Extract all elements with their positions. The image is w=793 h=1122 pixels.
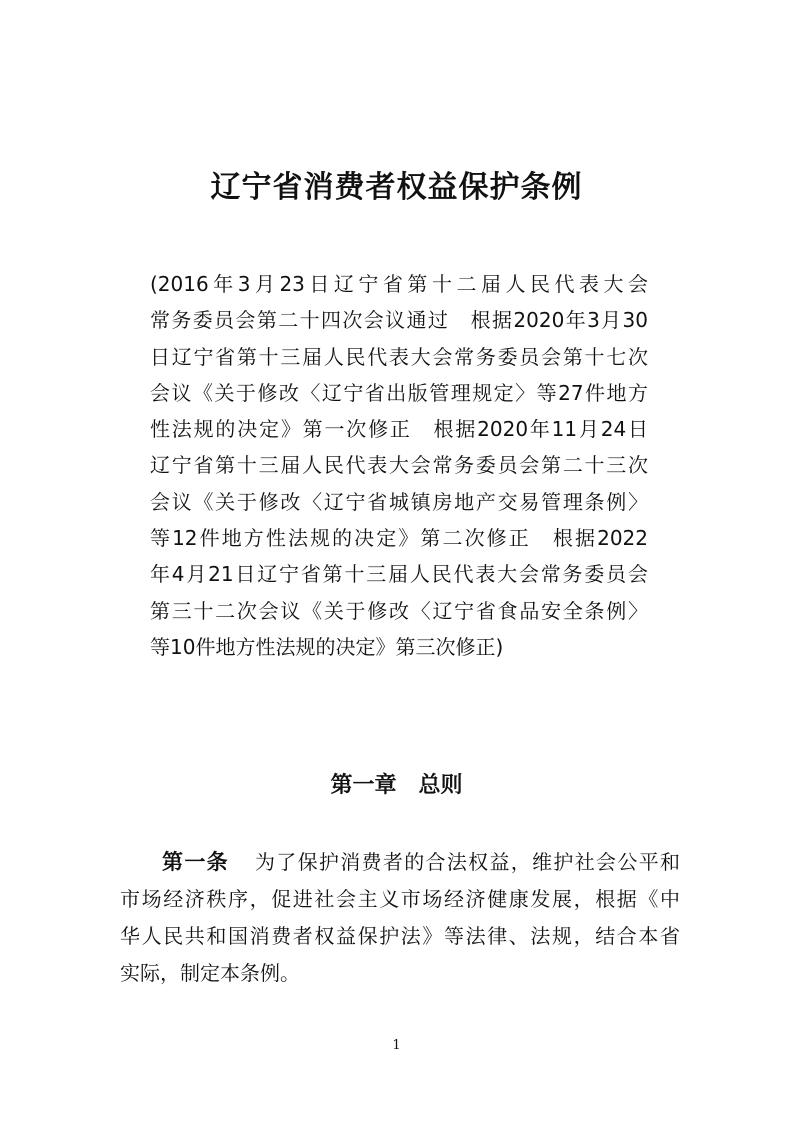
preamble-line: 会议《关于修改〈辽宁省出版管理规定〉等27件地方 xyxy=(150,380,648,405)
article-line: 实际，制定本条例。 xyxy=(120,961,300,985)
preamble-line: 会议《关于修改〈辽宁省城镇房地产交易管理条例〉 xyxy=(150,489,648,514)
chapter-name: 总则 xyxy=(418,773,463,798)
article-1 xyxy=(120,844,680,992)
preamble-line: 第三十二次会议《关于修改〈辽宁省食品安全条例〉 xyxy=(150,598,648,623)
article-heading: 第一条 xyxy=(162,850,229,874)
preamble-line: 常务委员会第二十四次会议通过 根据2020年3月30 xyxy=(150,308,648,333)
chapter-number: 第一章 xyxy=(330,773,397,798)
article-line: 市场经济秩序，促进社会主义市场经济健康发展，根据《中 xyxy=(120,887,680,911)
preamble-line: 性法规的决定》第一次修正 根据2020年11月24日 xyxy=(150,417,648,442)
preamble-line: 辽宁省第十三届人民代表大会常务委员会第二十三次 xyxy=(150,453,648,478)
preamble-line: 等10件地方性法规的决定》第三次修正) xyxy=(150,634,504,659)
preamble-line: 等12件地方性法规的决定》第二次修正 根据2022 xyxy=(150,526,648,551)
article-text: 为了保护消费者的合法权益，维护社会公平和 xyxy=(254,850,681,874)
preamble-line: 年4月21日辽宁省第十三届人民代表大会常务委员会 xyxy=(150,562,648,587)
article-line xyxy=(120,844,680,881)
document-title: 辽宁省消费者权益保护条例 xyxy=(210,170,583,205)
enactment-history xyxy=(150,266,648,665)
page-number: 1 xyxy=(392,1038,401,1053)
preamble-line: (2016年3月23日辽宁省第十二届人民代表大会 xyxy=(150,272,648,296)
article-line: 华人民共和国消费者权益保护法》等法律、法规，结合本省 xyxy=(120,924,680,948)
chapter-heading xyxy=(0,768,793,804)
preamble-line: 日辽宁省第十三届人民代表大会常务委员会第十七次 xyxy=(150,344,648,369)
